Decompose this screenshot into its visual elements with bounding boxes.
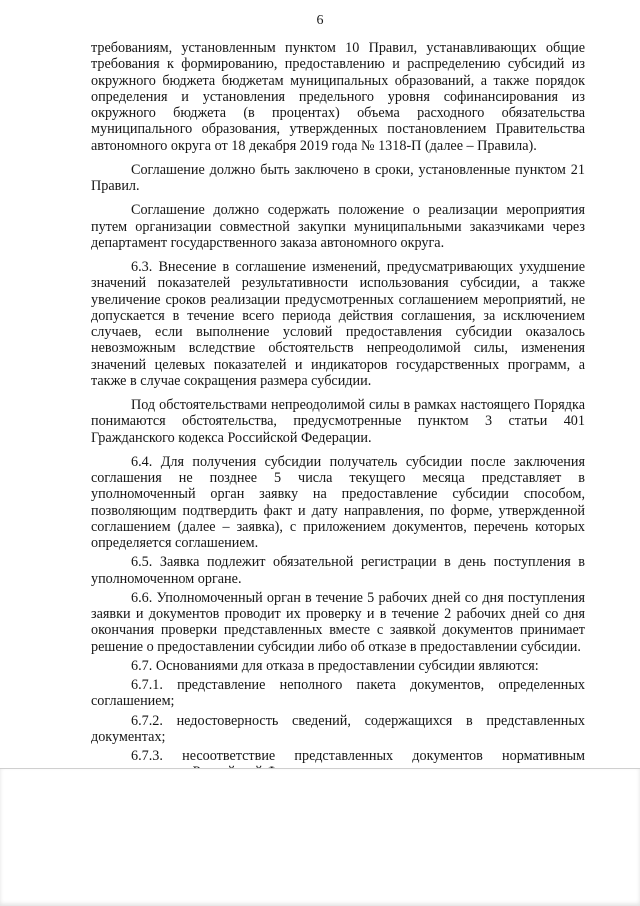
page-number: 6 xyxy=(316,13,324,28)
paragraph-6-7: 6.7. Основаниями для отказа в предоставлении субсидии являются: xyxy=(131,657,539,674)
paragraph-rules-reference: требованиям, установленным пунктом 10 Правил, устанавливающих общие требования к формированию, предоставлению и распределению субсидий из окружного бюджета бюджетам муниципальных образований, а также порядок определения и установления предельного уровня софинансирования из окружного бюджета (в процентах) объема расходного обязательства муниципального образования, утвержденных постановлением Правительства автономного округа от 18 декабря 2019 года № 1318-П (далее – Правила). xyxy=(91,40,585,154)
paragraph-6-5: 6.5. Заявка подлежит обязательной регистрации в день поступления в уполномоченном органе. xyxy=(91,554,585,587)
paragraph-6-7-2: 6.7.2. недостоверность сведений, содержащихся в представленных документах; xyxy=(91,712,585,745)
paragraph-force-majeure: Под обстоятельствами непреодолимой силы в рамках настоящего Порядка понимаются обстоятельства, предусмотренные пунктом 3 статьи 401 Гражданского кодекса Российской Федерации. xyxy=(91,397,585,446)
document-body xyxy=(91,40,585,819)
paragraph-6-4: 6.4. Для получения субсидии получатель субсидии после заключения соглашения не позднее 5 числа текущего месяца представляет в уполномоченный орган заявку на предоставление субсидии способом, позволяющим подтвердить факт и дату направления, по форме, утвержденной соглашением (далее – заявка), с приложением документов, перечень которых определяется соглашением. xyxy=(91,453,585,551)
paragraph-agreement-content: Соглашение должно содержать положение о реализации мероприятия путем организации совместной закупки муниципальными заказчиками через департамент государственного заказа автономного округа. xyxy=(91,202,585,251)
paragraph-6-3: 6.3. Внесение в соглашение изменений, предусматривающих ухудшение значений показателей результативности использования субсидии, а также увеличение сроков реализации предусмотренных соглашением мероприятий, не допускается в течение всего периода действия соглашения, за исключением случаев, если выполнение условий предоставления субсидии оказалось невозможным вследствие обстоятельств непреодолимой силы, изменения значений целевых показателей и индикаторов государственных программ, а также в случае сокращения размера субсидии. xyxy=(91,259,585,389)
paragraph-6-7-1: 6.7.1. представление неполного пакета документов, определенных соглашением; xyxy=(91,677,585,710)
page-bottom-margin xyxy=(0,768,640,906)
paragraph-6-7-3: 6.7.3. несоответствие представленных документов нормативным xyxy=(131,748,585,764)
paragraph-agreement-deadline: Соглашение должно быть заключено в сроки, установленные пунктом 21 Правил. xyxy=(91,161,585,194)
paragraph-6-6: 6.6. Уполномоченный орган в течение 5 рабочих дней со дня поступления заявки и документов проводит их проверку и в течение 2 рабочих дней со дня окончания проверки представленных вместе с заявкой документов принимает решение о предоставлении субсидии либо об отказе в предоставлении субсидии. xyxy=(91,589,585,655)
